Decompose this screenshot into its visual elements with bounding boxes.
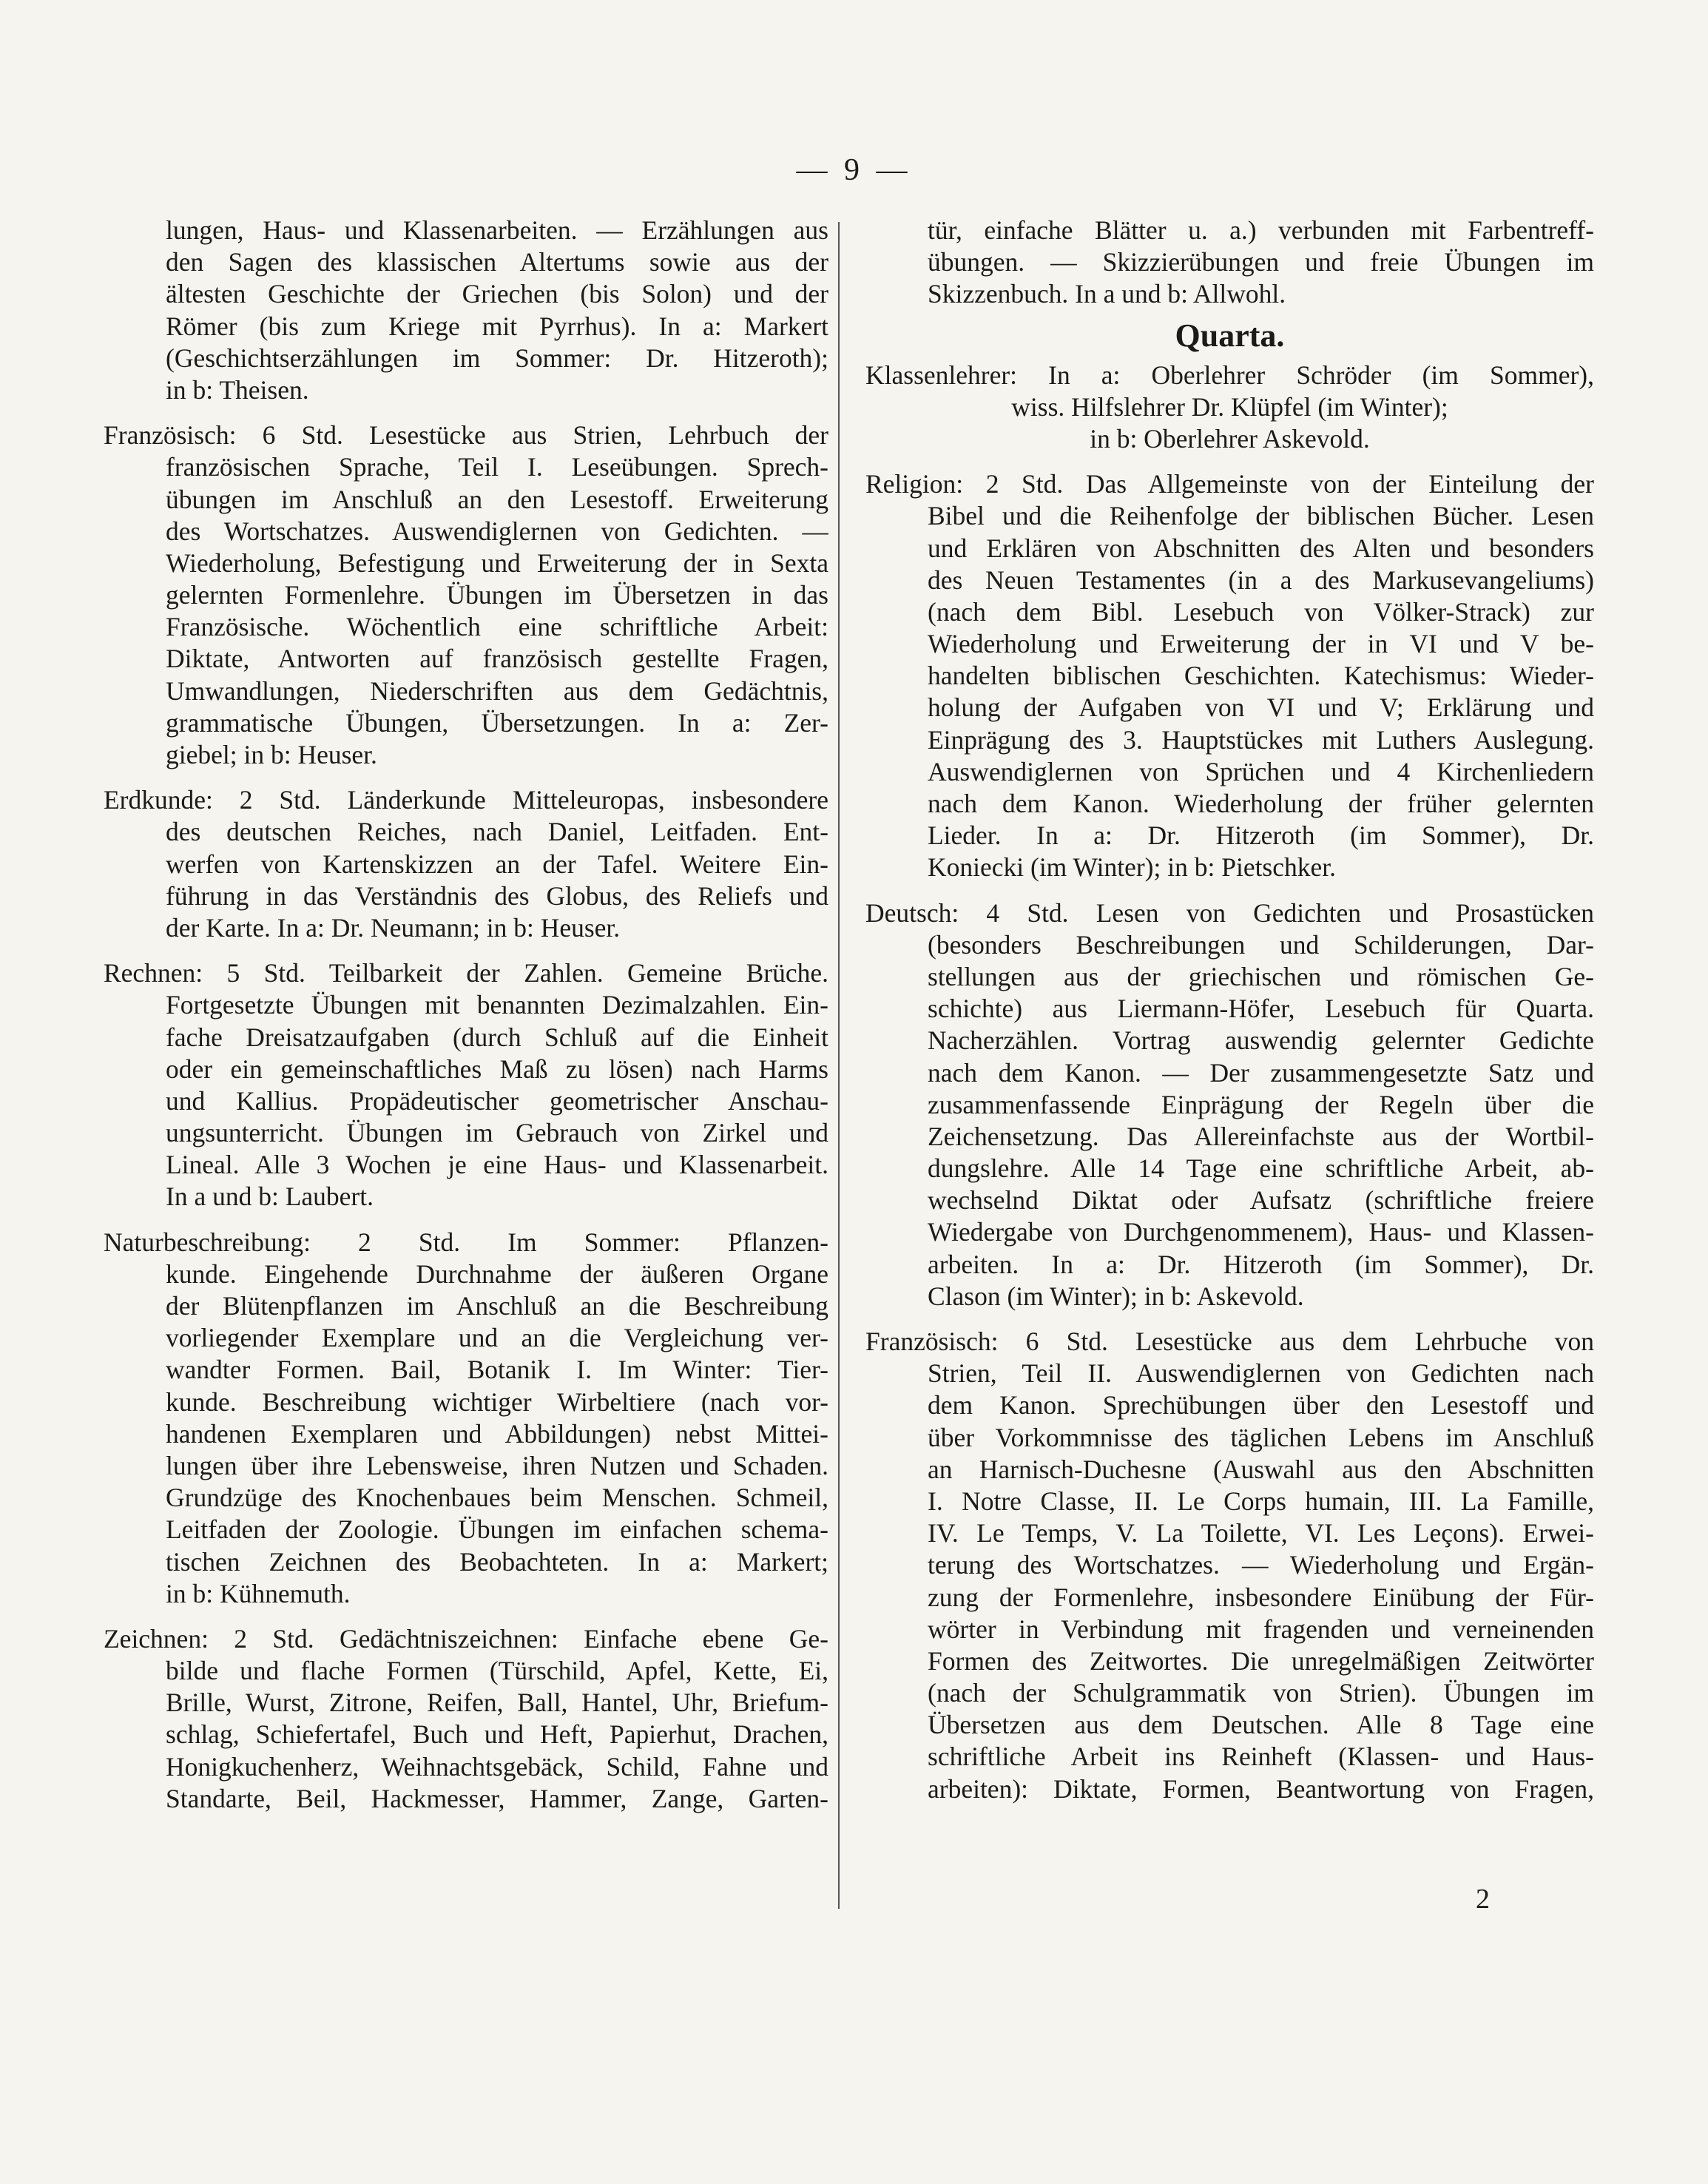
text-line: in b: Theisen. — [166, 374, 309, 405]
text-line: Klassenlehrer: In a: Oberlehrer Schröder (im Sommer), — [865, 360, 1594, 390]
text-line: kunde. Beschreibung wichtiger Wirbeltiere (nach vor- — [166, 1386, 828, 1417]
text-line: und Kallius. Propädeutischer geometrischer Anschau- — [166, 1085, 828, 1116]
text-line: wiss. Hilfslehrer Dr. Klüpfel (im Winter); — [1011, 391, 1448, 422]
text-line: Französische. Wöchentlich eine schriftliche Arbeit: — [166, 612, 828, 642]
text-line: Bibel und die Reihenfolge der biblischen Bücher. Lesen — [928, 501, 1594, 531]
paragraph-left-zeichnen — [104, 1623, 828, 1815]
text-line: Römer (bis zum Kriege mit Pyrrhus). In a: Markert — [166, 311, 828, 341]
text-line: Religion: 2 Std. Das Allgemeinste von der Einteilung der — [865, 469, 1594, 499]
text-line: gelernten Formenlehre. Übungen im Übersetzen in das — [166, 580, 828, 610]
text-line: Fortgesetzte Übungen mit benannten Dezimalzahlen. Ein- — [166, 990, 828, 1020]
text-line: holung der Aufgaben von VI und V; Erklärung und — [928, 692, 1594, 723]
text-line: nach dem Kanon. Wiederholung der früher gelernten — [928, 789, 1594, 818]
right-column — [865, 215, 1594, 1805]
text-line: I. Notre Classe, II. Le Corps humain, III. La Famille, — [928, 1486, 1594, 1516]
paragraph-left-1 — [104, 215, 828, 406]
text-line: Einprägung des 3. Hauptstückes mit Luthers Auslegung. — [928, 724, 1594, 755]
text-line: Lineal. Alle 3 Wochen je eine Haus- und Klassenarbeit. — [166, 1150, 828, 1180]
text-line: handelten biblischen Geschichten. Katechismus: Wieder- — [928, 661, 1594, 691]
text-line: den Sagen des klassischen Altertums sowie aus der — [166, 247, 828, 277]
text-line: tischen Zeichnen des Beobachteten. In a: Markert; — [166, 1546, 828, 1577]
text-line: wörter in Verbindung mit fragenden und verneinenden — [928, 1614, 1594, 1644]
text-line: arbeiten): Diktate, Formen, Beantwortung von Fragen, — [928, 1773, 1594, 1804]
text-line: Umwandlungen, Niederschriften aus dem Gedächtnis, — [166, 675, 828, 706]
text-line: kunde. Eingehende Durchnahme der äußeren Organe — [166, 1258, 828, 1289]
text-line: der Blütenpflanzen im Anschluß an die Beschreibung — [166, 1291, 828, 1321]
section-heading: Quarta. — [1175, 317, 1285, 354]
text-line: bilde und flache Formen (Türschild, Apfel, Kette, Ei, — [166, 1656, 828, 1686]
class-teacher — [865, 360, 1594, 456]
text-line: (nach dem Bibl. Lesebuch von Völker-Strack) zur — [928, 596, 1594, 627]
text-line: handenen Exemplaren und Abbildungen) nebst Mittei- — [166, 1418, 828, 1449]
text-line: übungen im Anschluß an den Lesestoff. Erweiterung — [166, 484, 828, 514]
paragraph-left-franzoesisch — [104, 419, 828, 771]
text-line: des Neuen Testamentes (in a des Markusevangeliums) — [928, 564, 1594, 595]
text-line: Wiedergabe von Durchgenommenem), Haus- und Klassen- — [928, 1217, 1594, 1247]
text-line: der Karte. In a: Dr. Neumann; in b: Heuser. — [166, 912, 621, 943]
text-line: des deutschen Reiches, nach Daniel, Leitfaden. Ent- — [166, 817, 828, 847]
text-line: Französisch: 6 Std. Lesestücke aus Strien, Lehrbuch der — [104, 420, 828, 451]
paragraph-right-1 — [865, 215, 1594, 311]
text-line: werfen von Kartenskizzen an der Tafel. Weitere Ein- — [166, 849, 828, 879]
text-line: Diktate, Antworten auf französisch gestellte Fragen, — [166, 644, 828, 674]
text-line: In a und b: Laubert. — [166, 1182, 374, 1212]
text-line: oder ein gemeinschaftliches Maß zu lösen) nach Harms — [166, 1054, 828, 1084]
text-line: nach dem Kanon. — Der zusammengesetzte Satz und — [928, 1057, 1594, 1088]
text-line: stellungen aus der griechischen und römischen Ge- — [928, 961, 1594, 991]
text-line: in b: Oberlehrer Askevold. — [1090, 423, 1370, 454]
text-line: Koniecki (im Winter); in b: Pietschker. — [928, 852, 1337, 883]
text-line: schlag, Schiefertafel, Buch und Heft, Papierhut, Drachen, — [166, 1719, 828, 1750]
text-line: zusammenfassende Einprägung der Regeln über die — [928, 1089, 1594, 1119]
text-line: Skizzenbuch. In a und b: Allwohl. — [928, 279, 1286, 309]
text-line: wandter Formen. Bail, Botanik I. Im Winter: Tier- — [166, 1355, 828, 1385]
text-line: führung in das Verständnis des Globus, des Reliefs und — [166, 880, 828, 911]
text-line: (besonders Beschreibungen und Schilderungen, Dar- — [928, 929, 1594, 960]
text-line: lungen, Haus- und Klassenarbeiten. — Erzählungen aus — [166, 215, 828, 245]
paragraph-left-erdkunde — [104, 784, 828, 944]
text-line: zung der Formenlehre, insbesondere Einübung der Für- — [928, 1582, 1594, 1612]
text-line: Brille, Wurst, Zitrone, Reifen, Ball, Hantel, Uhr, Briefum- — [166, 1688, 828, 1718]
text-line: terung des Wortschatzes. — Wiederholung und Ergän- — [928, 1550, 1594, 1580]
text-line: grammatische Übungen, Übersetzungen. In a: Zer- — [166, 707, 828, 738]
text-line: Naturbeschreibung: 2 Std. Im Sommer: Pflanzen- — [104, 1227, 828, 1257]
text-line: (nach der Schulgrammatik von Strien). Übungen im — [928, 1678, 1594, 1708]
text-line: dem Kanon. Sprechübungen über den Lesestoff und — [928, 1390, 1594, 1420]
paragraph-right-deutsch — [865, 897, 1594, 1312]
text-line: und Erklären von Abschnitten des Alten und besonders — [928, 533, 1594, 563]
text-line: Lieder. In a: Dr. Hitzeroth (im Sommer), Dr. — [928, 820, 1594, 851]
paragraph-left-rechnen — [104, 957, 828, 1213]
text-line: Wiederholung, Befestigung und Erweiterung der in Sexta — [166, 547, 828, 578]
text-line: Erdkunde: 2 Std. Länderkunde Mitteleuropas, insbesondere — [104, 785, 828, 815]
text-line: Clason (im Winter); in b: Askevold. — [928, 1281, 1304, 1311]
text-line: Französisch: 6 Std. Lesestücke aus dem Lehrbuche von — [865, 1327, 1594, 1356]
text-line: lungen über ihre Lebensweise, ihren Nutzen und Schaden. — [166, 1450, 828, 1480]
left-column — [104, 215, 828, 1815]
text-line: Leitfaden der Zoologie. Übungen im einfachen schema- — [166, 1514, 828, 1545]
text-line: schichte) aus Liermann-Höfer, Lesebuch für Quarta. — [928, 994, 1594, 1024]
sheet-signature-mark: 2 — [1476, 1884, 1490, 1915]
text-line: Wiederholung und Erweiterung der in VI und V be- — [928, 629, 1594, 659]
text-line: (Geschichtserzählungen im Sommer: Dr. Hitzeroth); — [166, 343, 828, 373]
text-line: übungen. — Skizzierübungen und freie Übungen im — [928, 247, 1594, 277]
page-number: — 9 — — [796, 153, 912, 187]
text-line: ungsunterricht. Übungen im Gebrauch von Zirkel und — [166, 1118, 828, 1148]
paragraph-left-naturbeschreibung — [104, 1227, 828, 1610]
text-line: arbeiten. In a: Dr. Hitzeroth (im Sommer), Dr. — [928, 1249, 1594, 1279]
text-line: Strien, Teil II. Auswendiglernen von Gedichten nach — [928, 1358, 1594, 1389]
text-line: Grundzüge des Knochenbaues beim Menschen. Schmeil, — [166, 1483, 828, 1513]
text-line: Nacherzählen. Vortrag auswendig gelernter Gedichte — [928, 1025, 1594, 1056]
text-line: Formen des Zeitwortes. Die unregelmäßigen Zeitwörter — [928, 1645, 1594, 1676]
text-line: dungslehre. Alle 14 Tage eine schriftliche Arbeit, ab- — [928, 1153, 1594, 1184]
paragraph-right-franzoesisch — [865, 1326, 1594, 1805]
text-line: an Harnisch-Duchesne (Auswahl aus den Abschnitten — [928, 1454, 1594, 1484]
text-line: Zeichnen: 2 Std. Gedächtniszeichnen: Einfache ebene Ge- — [104, 1623, 828, 1654]
text-line: giebel; in b: Heuser. — [166, 740, 377, 769]
text-line: Auswendiglernen von Sprüchen und 4 Kirchenliedern — [928, 756, 1594, 786]
text-line: Zeichensetzung. Das Allereinfachste aus der Wortbil- — [928, 1121, 1594, 1151]
text-line: Standarte, Beil, Hackmesser, Hammer, Zange, Garten- — [166, 1783, 828, 1813]
text-line: Übersetzen aus dem Deutschen. Alle 8 Tage eine — [928, 1710, 1594, 1740]
text-line: wechselnd Diktat oder Aufsatz (schriftliche freiere — [928, 1185, 1594, 1216]
column-divider — [838, 222, 840, 1909]
text-line: Honigkuchenherz, Weihnachtsgebäck, Schild, Fahne und — [166, 1751, 828, 1782]
text-line: französischen Sprache, Teil I. Leseübungen. Sprech- — [166, 452, 828, 482]
text-line: vorliegender Exemplare und an die Vergleichung ver- — [166, 1323, 828, 1353]
text-line: tür, einfache Blätter u. a.) verbunden mit Farbentreff- — [928, 215, 1594, 245]
text-line: des Wortschatzes. Auswendiglernen von Gedichten. — — [166, 516, 828, 546]
text-line: über Vorkommnisse des täglichen Lebens im Anschluß — [928, 1422, 1594, 1452]
text-line: Rechnen: 5 Std. Teilbarkeit der Zahlen. Gemeine Brüche. — [104, 958, 828, 988]
text-line: schriftliche Arbeit ins Reinheft (Klassen- und Haus- — [928, 1742, 1594, 1772]
text-line: Deutsch: 4 Std. Lesen von Gedichten und Prosastücken — [865, 897, 1594, 928]
text-line: fache Dreisatzaufgaben (durch Schluß auf die Einheit — [166, 1022, 828, 1052]
text-line: in b: Kühnemuth. — [166, 1578, 351, 1608]
text-line: ältesten Geschichte der Griechen (bis Solon) und der — [166, 279, 828, 309]
paragraph-right-religion — [865, 468, 1594, 883]
text-line: IV. Le Temps, V. La Toilette, VI. Les Leçons). Erwei- — [928, 1518, 1594, 1548]
